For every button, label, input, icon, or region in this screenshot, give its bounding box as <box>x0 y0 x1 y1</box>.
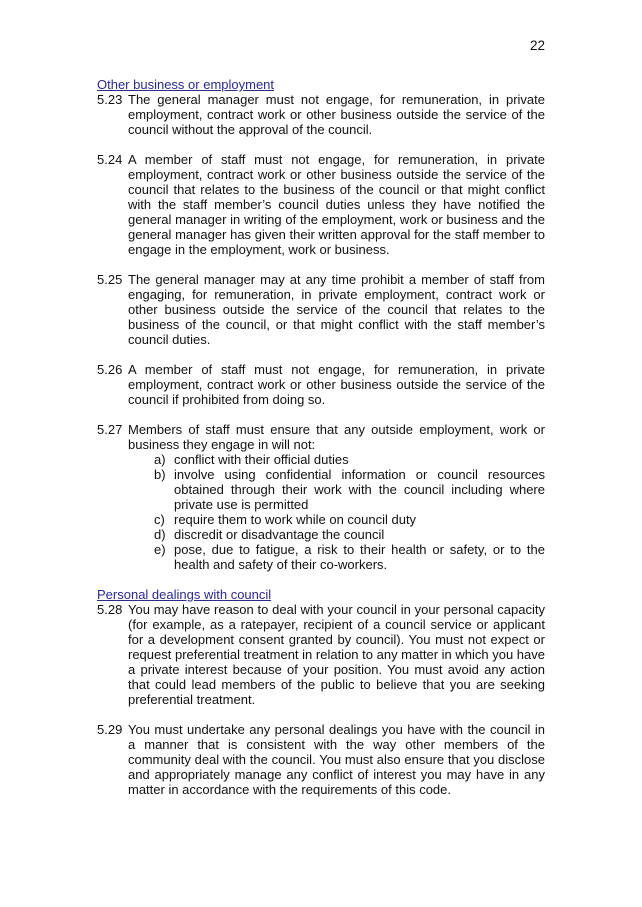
list-item-text: discredit or disadvantage the council <box>174 527 385 542</box>
section-heading: Other business or employment <box>97 77 275 92</box>
list-item-text: pose, due to fatigue, a risk to their health or safety, or to the health and safety of their co-workers. <box>174 542 545 572</box>
clause-number: 5.27 <box>97 422 123 437</box>
page-number: 22 <box>529 38 545 53</box>
clause-text: A member of staff must not engage, for remuneration, in private employment, contract work or other business outside the service of the council if prohibited from doing so. <box>128 362 545 407</box>
list-item-text: conflict with their official duties <box>174 452 349 467</box>
clause-list <box>128 452 545 572</box>
clause-number: 5.29 <box>97 722 123 737</box>
list-item <box>128 452 545 467</box>
list-item <box>128 527 545 542</box>
section-personal-dealings <box>97 587 545 797</box>
list-item-letter: e) <box>154 542 166 557</box>
clause-text: You must undertake any personal dealings you have with the council in a manner that is consistent with the way other members of the community deal with the council. You must also ensure that you disclose and appropriately manage any conflict of interest you may have in any matter in accordance with the requirements of this code. <box>128 722 545 797</box>
clause-text: Members of staff must ensure that any outside employment, work or business they engage in will not: <box>128 422 545 452</box>
clause-number: 5.25 <box>97 272 123 287</box>
document-body <box>97 77 545 812</box>
clause-text: A member of staff must not engage, for remuneration, in private employment, contract work or other business outside the service of the council that relates to the business of the council or that might conflict with the staff member’s council duties unless they have notified the general manager in writing of the employment, work or business and the general manager has given their written approval for the staff member to engage in the employment, work or business. <box>128 152 545 257</box>
section-heading: Personal dealings with council <box>97 587 272 602</box>
clause-number: 5.26 <box>97 362 123 377</box>
list-item <box>128 512 545 527</box>
clause <box>97 152 545 257</box>
clause <box>97 422 545 572</box>
list-item-letter: a) <box>154 452 166 467</box>
list-item <box>128 542 545 572</box>
clause-content <box>128 422 545 572</box>
clause <box>97 92 545 137</box>
clause <box>97 602 545 707</box>
section-other-business <box>97 77 545 572</box>
list-item-text: involve using confidential information or council resources obtained through their work with the council including where private use is permitted <box>174 467 545 512</box>
clause <box>97 272 545 347</box>
list-item <box>128 467 545 512</box>
list-item-letter: c) <box>154 512 165 527</box>
clause-text: The general manager may at any time prohibit a member of staff from engaging, for remuneration, in private employment, contract work or other business outside the service of the council that relates to the business of the council, or that might conflict with the staff member’s council duties. <box>128 272 545 347</box>
clause <box>97 722 545 797</box>
clause-number: 5.24 <box>97 152 123 167</box>
clause-text: You may have reason to deal with your council in your personal capacity (for example, as a ratepayer, recipient of a council service or applicant for a development consent granted by council). You must not expect or request preferential treatment in relation to any matter in which you have a private interest because of your position. You must avoid any action that could lead members of the public to believe that you are seeking preferential treatment. <box>128 602 545 707</box>
clause-number: 5.28 <box>97 602 123 617</box>
clause-text: The general manager must not engage, for remuneration, in private employment, contract work or other business outside the service of the council without the approval of the council. <box>128 92 545 137</box>
list-item-text: require them to work while on council duty <box>174 512 417 527</box>
list-item-letter: b) <box>154 467 166 482</box>
list-item-letter: d) <box>154 527 166 542</box>
clause <box>97 362 545 407</box>
clause-number: 5.23 <box>97 92 123 107</box>
